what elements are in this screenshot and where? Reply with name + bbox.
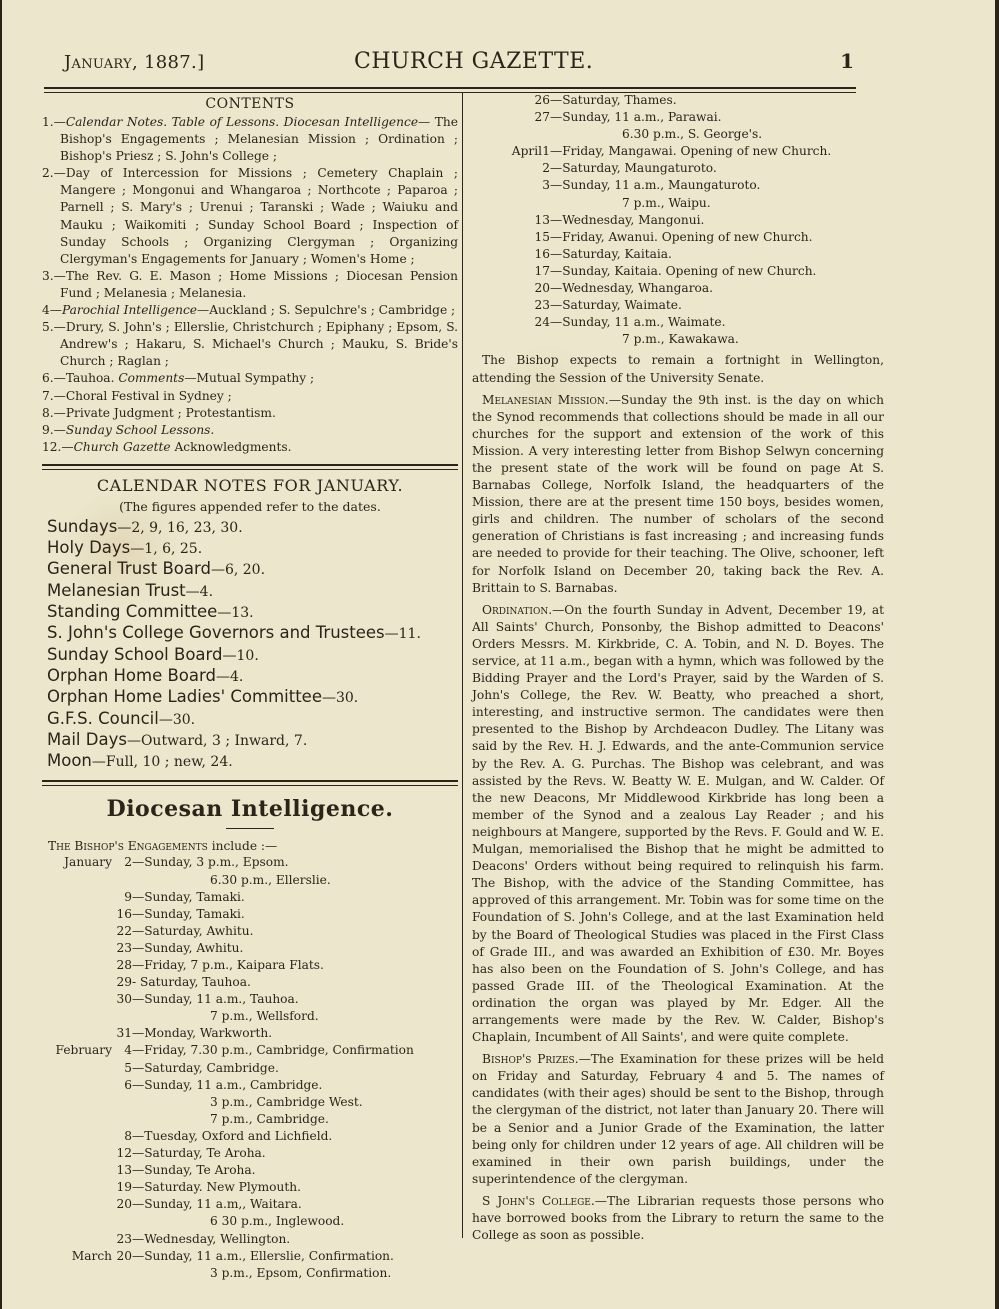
calendar-item bbox=[42, 517, 458, 538]
engagement-text: —Sunday, Awhitu. bbox=[132, 940, 244, 955]
contents-item-text: Private Judgment ; Protestantism. bbox=[65, 405, 276, 420]
calendar-item-label: Standing Committee bbox=[47, 602, 218, 622]
engagement-day: 20 bbox=[116, 1197, 132, 1212]
engagement-row bbox=[42, 1145, 458, 1162]
engagement-row bbox=[472, 92, 884, 109]
engagement-row bbox=[42, 1162, 458, 1179]
engagement-day: 16 bbox=[116, 906, 132, 921]
article-body: —The Librarian requests those persons who have borrowed books from the Library to return the same to the College as soon as possible. bbox=[472, 1193, 884, 1243]
engagement-text: 7 p.m., Kawakawa. bbox=[622, 332, 739, 347]
calendar-item-value: —Outward, 3 ; Inward, 7. bbox=[126, 732, 308, 749]
contents-item-italic: Parochial Intelligence— bbox=[61, 303, 210, 318]
engagement-day: 15 bbox=[534, 229, 550, 244]
engagement-text: —Sunday, 11 a.m., Waimate. bbox=[550, 315, 726, 330]
engagement-text: —Saturday, Te Aroha. bbox=[132, 1146, 266, 1161]
contents-item-number: 4— bbox=[42, 303, 62, 318]
engagement-text: —Friday, Mangawai. Opening of new Church. bbox=[550, 144, 832, 159]
contents-item bbox=[42, 268, 458, 302]
contents-item-number: 6.— bbox=[42, 371, 66, 386]
engagement-day: 12 bbox=[116, 1146, 132, 1161]
engagement-row bbox=[472, 229, 884, 246]
engagement-day: 27 bbox=[534, 110, 550, 125]
contents-item bbox=[42, 405, 458, 422]
engagement-text: —Sunday, Tamaki. bbox=[132, 889, 245, 904]
calendar-item-label: Holy Days bbox=[47, 538, 131, 558]
calendar-item-value: —4. bbox=[185, 583, 214, 600]
contents-item-italic: Church Gazette bbox=[73, 439, 171, 454]
calendar-item bbox=[42, 730, 458, 751]
engagement-row bbox=[42, 1213, 458, 1230]
header-date: January, 1887.] bbox=[64, 52, 205, 73]
engagement-row bbox=[42, 889, 458, 906]
engagement-text: —Saturday. New Plymouth. bbox=[132, 1180, 301, 1195]
engagement-text: —Sunday, Kaitaia. Opening of new Church. bbox=[550, 263, 817, 278]
calendar-item bbox=[42, 709, 458, 730]
calendar-item-value: —2, 9, 16, 23, 30. bbox=[117, 519, 243, 536]
engagement-row bbox=[42, 1196, 458, 1213]
article-body: —The Examination for these prizes will be held on Friday and Saturday, February 4 and 5. The names of candidates (with their ages) should be sent to the Bishop, through the clergyman of the district, not later than January 20. There will be a Senior and a Junior Grade of the Examination, the latter being only for children under 12 years of age. All children will be examined in their own parish buildings, under the superintendence of the clergyman. bbox=[472, 1052, 884, 1186]
engagement-day: 16 bbox=[534, 246, 550, 261]
calendar-item-label: Mail Days bbox=[47, 729, 127, 749]
calendar-item bbox=[42, 751, 458, 772]
engagement-day: 5 bbox=[124, 1060, 132, 1075]
engagement-text: 3 p.m., Cambridge West. bbox=[210, 1094, 363, 1109]
engagements-intro-text: include :— bbox=[207, 839, 278, 854]
contents-item-text: The Rev. G. E. Mason ; Home Missions ; Diocesan Pension Fund ; Melanesia ; Melanesia. bbox=[60, 268, 458, 300]
engagement-text: —Monday, Warkworth. bbox=[132, 1026, 273, 1041]
calendar-item-value: —13. bbox=[217, 605, 254, 622]
contents-item bbox=[42, 114, 458, 165]
contents-item-text: Drury, S. John's ; Ellerslie, Christchurch ; Epiphany ; Epsom, S. Andrew's ; Hakaru, S. Michael's Church ; Mauku, S. Bride's Church ; Raglan ; bbox=[60, 320, 458, 369]
section-rule bbox=[42, 780, 458, 786]
contents-item bbox=[42, 370, 458, 387]
contents-item-text: Choral Festival in Sydney ; bbox=[65, 388, 232, 403]
engagement-month: April bbox=[511, 144, 542, 159]
engagement-text: —Sunday, 11 a.m,, Waitara. bbox=[132, 1197, 302, 1212]
article-heading: Bishop's Prizes. bbox=[482, 1052, 579, 1067]
engagement-day: 13 bbox=[534, 212, 550, 227]
engagement-row bbox=[472, 246, 884, 263]
calendar-item-label: Orphan Home Ladies' Committee bbox=[47, 687, 322, 707]
calendar-subheading: (The figures appended refer to the dates. bbox=[119, 498, 381, 514]
contents-item-text: Mutual Sympathy ; bbox=[196, 371, 315, 386]
contents-item-number: 9.— bbox=[42, 422, 66, 437]
engagement-row bbox=[42, 957, 458, 974]
calendar-item bbox=[42, 666, 458, 687]
column-divider bbox=[462, 92, 463, 1238]
page-header bbox=[64, 49, 854, 84]
engagement-row bbox=[472, 126, 884, 143]
engagement-text: —Saturday, Cambridge. bbox=[132, 1060, 279, 1075]
engagement-day: 22 bbox=[116, 923, 132, 938]
engagement-row bbox=[42, 1008, 458, 1025]
engagement-text: —Sunday, 11 a.m., Tauhoa. bbox=[132, 992, 299, 1007]
calendar-item bbox=[42, 645, 458, 666]
engagement-text: —Tuesday, Oxford and Lichfield. bbox=[132, 1128, 333, 1143]
calendar-item-value: —1, 6, 25. bbox=[130, 541, 203, 558]
engagement-text: 7 p.m., Wellsford. bbox=[210, 1009, 319, 1024]
engagement-day: 31 bbox=[116, 1026, 132, 1041]
calendar-item-label: Sundays bbox=[47, 516, 118, 536]
calendar-list bbox=[42, 517, 458, 773]
calendar-item-label: Orphan Home Board bbox=[47, 665, 216, 685]
engagement-day: 20 bbox=[116, 1248, 132, 1263]
contents-item bbox=[42, 319, 458, 370]
calendar-item-label: G.F.S. Council bbox=[47, 708, 159, 728]
engagement-text: —Saturday, Kaitaia. bbox=[550, 246, 672, 261]
contents-item-italic: Comments— bbox=[118, 371, 197, 386]
contents-item-number: 2.— bbox=[42, 166, 66, 181]
engagement-text: —Wednesday, Whangaroa. bbox=[550, 281, 713, 296]
engagement-row bbox=[42, 1042, 458, 1059]
engagement-text: —Saturday, Thames. bbox=[550, 93, 677, 107]
calendar-item bbox=[42, 602, 458, 623]
calendar-item bbox=[42, 623, 458, 644]
engagement-row bbox=[472, 195, 884, 212]
engagement-text: —Sunday, 11 a.m., Maungaturoto. bbox=[550, 178, 761, 193]
engagement-day: 26 bbox=[534, 93, 550, 107]
contents-item-text: The Bishop's Engagements ; Melanesian Mission ; Ordination ; Bishop's Priesz ; S. John's College ; bbox=[60, 115, 458, 164]
calendar-item-value: —6, 20. bbox=[210, 562, 266, 579]
engagement-row bbox=[472, 331, 884, 348]
article-heading: Melanesian Mission. bbox=[482, 392, 609, 407]
engagement-text: —Sunday, 11 a.m., Cambridge. bbox=[132, 1077, 323, 1092]
engagement-day: 19 bbox=[116, 1180, 132, 1195]
calendar-item bbox=[42, 559, 458, 580]
engagements-intro bbox=[42, 839, 458, 853]
engagement-row bbox=[42, 1094, 458, 1111]
engagement-day: 28 bbox=[116, 958, 132, 972]
contents-item bbox=[42, 439, 458, 456]
engagement-day: 4 bbox=[124, 1043, 132, 1058]
article-st-johns-college bbox=[472, 1193, 884, 1244]
heading-underline bbox=[226, 828, 274, 829]
header-title: CHURCH GAZETTE. bbox=[354, 49, 594, 74]
engagement-row bbox=[42, 906, 458, 923]
contents-item-number: 1.— bbox=[42, 115, 66, 129]
engagement-text: —Wednesday, Wellington. bbox=[132, 1231, 291, 1246]
engagement-text: 6.30 p.m., S. George's. bbox=[622, 127, 763, 142]
calendar-item-value: —30. bbox=[321, 690, 359, 707]
engagement-day: 13 bbox=[116, 1163, 132, 1178]
engagement-text: —Sunday, 11 a.m., Parawai. bbox=[550, 110, 722, 125]
calendar-item bbox=[42, 687, 458, 708]
engagement-text: 7 p.m., Cambridge. bbox=[210, 1111, 329, 1126]
engagement-row bbox=[42, 991, 458, 1008]
engagement-day: 9 bbox=[124, 889, 132, 904]
contents-item bbox=[42, 165, 458, 268]
engagement-text: —Sunday, Te Aroha. bbox=[132, 1163, 256, 1178]
engagements-list bbox=[42, 854, 458, 1281]
engagement-row bbox=[472, 263, 884, 280]
article-heading: S John's College. bbox=[482, 1193, 595, 1208]
article-bishops-prizes bbox=[472, 1051, 884, 1188]
contents-item-number: 3.— bbox=[42, 268, 66, 283]
engagement-row bbox=[472, 160, 884, 177]
engagement-row bbox=[42, 1077, 458, 1094]
article-body: —Sunday the 9th inst. is the day on which the Synod recommends that collections should be made in all our churches for the support and extension of the work of this Mission. A very interesting letter from Bishop Selwyn concerning the present state of the work will be found on page At S. Barnabas College, Norfolk Island, the headquarters of the Mission, there are at the present time 150 boys, besides women, girls and children. The number of scholars of the second generation of Christians is fast increasing ; and increasing funds are needed to provide for their teaching. The Olive, schooner, left for Norfolk Island on December 20, taking back the Rev. A. Brittain to S. Barnabas. bbox=[472, 392, 884, 595]
contents-item-number: 7.— bbox=[42, 388, 66, 403]
engagement-day: 30 bbox=[116, 992, 132, 1007]
contents-item-text: Auckland ; S. Sepulchre's ; Cambridge ; bbox=[209, 303, 456, 318]
calendar-item-value: —10. bbox=[222, 647, 259, 664]
calendar-item-label: Melanesian Trust bbox=[47, 580, 186, 600]
article-heading: Ordination. bbox=[482, 602, 553, 617]
engagement-day: 24 bbox=[534, 315, 550, 330]
engagement-row bbox=[472, 297, 884, 314]
contents-item-text: Acknowledgments. bbox=[170, 439, 292, 454]
contents-item bbox=[42, 422, 458, 439]
engagement-row bbox=[472, 314, 884, 331]
calendar-item-label: S. John's College Governors and Trustees bbox=[47, 623, 385, 643]
engagement-text: —Wednesday, Mangonui. bbox=[550, 212, 705, 227]
engagement-row bbox=[42, 1265, 458, 1282]
contents-item-number: 12.— bbox=[42, 439, 74, 454]
engagement-row bbox=[472, 143, 884, 160]
right-column bbox=[472, 92, 884, 1249]
calendar-item-value: —4. bbox=[215, 668, 244, 685]
contents-heading: CONTENTS bbox=[205, 96, 295, 112]
engagement-row bbox=[42, 1111, 458, 1128]
article-body: —On the fourth Sunday in Advent, December 19, at All Saints' Church, Ponsonby, the Bishop admitted to Deacons' Orders Messrs. M. Kirkbride, C. A. Tobin, and N. D. Boyes. The service, at 11 a.m., began with a hymn, which was followed by the Bidding Prayer and the Lord's Prayer, said by the Warden of S. John's College, the Rev. W. Beatty, who preached a short, interesting, and instructive sermon. The candidates were then presented to the Bishop by Archdeacon Dudley. The Litany was said by the Rev. H. J. Edwards, and the ante-Communion service by the Rev. A. G. Purchas. The Bishop was celebrant, and was assisted by the Revs. W. Beatty W. E. Mulgan, and W. Calder. Of the new Deacons, Mr Middlewood Kirkbride has long been a member of the Synod and a zealous Lay Reader ; and his neighbours at Mangere, supported by the Revs. F. Gould and W. E. Mulgan, memorialised the Bishop that he might be admitted to Deacons' Orders without being required to relinquish his farm. The Bishop, with the advice of the Standing Committee, has approved of this arrangement. Mr. Tobin was for some time on the Foundation of S. John's College, and at the last Examination held by the Board of Theological Studies was placed in the First Class of Grade III., and was awarded an Exhibition of £30. Mr. Boyes has also been on the Foundation of S. John's College, and has passed Grade III. of the Theological Examination. At the ordination the organ was played by Mr. Edger. All the arrangements were made by the Rev. W. Calder, Bishop's Chaplain, Incumbent of All Saints', and were quite complete. bbox=[472, 602, 884, 1045]
engagement-text: 3 p.m., Epsom, Confirmation. bbox=[210, 1265, 392, 1280]
contents-item-text: Tauhoa. bbox=[65, 371, 119, 386]
engagement-text: 6.30 p.m., Ellerslie. bbox=[210, 872, 331, 887]
left-column bbox=[42, 94, 458, 1282]
engagement-row bbox=[42, 872, 458, 889]
engagement-text: —Sunday, 11 a.m., Ellerslie, Confirmation. bbox=[132, 1248, 394, 1263]
contents-list bbox=[42, 114, 458, 456]
engagement-text: —Friday, 7.30 p.m., Cambridge, Confirmation bbox=[132, 1043, 414, 1058]
article-ordination bbox=[472, 602, 884, 1046]
engagement-row bbox=[42, 1128, 458, 1145]
engagement-row bbox=[42, 1248, 458, 1265]
engagement-day: 3 bbox=[542, 178, 550, 193]
page-number: 1 bbox=[840, 49, 854, 73]
bishop-note: The Bishop expects to remain a fortnight in Wellington, attending the Session of the University Senate. bbox=[472, 353, 884, 385]
engagement-month: March bbox=[71, 1248, 112, 1263]
calendar-item bbox=[42, 581, 458, 602]
engagement-row bbox=[472, 109, 884, 126]
calendar-item-value: —30. bbox=[158, 711, 196, 728]
calendar-item-label: Moon bbox=[47, 751, 92, 771]
calendar-item-label: General Trust Board bbox=[47, 559, 211, 579]
engagement-text: —Saturday, Maungaturoto. bbox=[550, 161, 717, 176]
engagement-text: —Sunday, Tamaki. bbox=[132, 906, 245, 921]
engagement-text: —Saturday, Awhitu. bbox=[132, 923, 254, 938]
contents-item bbox=[42, 302, 458, 319]
engagement-row bbox=[472, 280, 884, 297]
engagement-row bbox=[42, 940, 458, 957]
engagement-row bbox=[42, 1231, 458, 1248]
calendar-item bbox=[42, 538, 458, 559]
contents-item bbox=[42, 388, 458, 405]
contents-item-number: 5.— bbox=[42, 320, 66, 335]
engagement-text: —Saturday, Waimate. bbox=[550, 298, 682, 313]
calendar-item-value: —Full, 10 ; new, 24. bbox=[91, 754, 233, 771]
engagement-day: 6 bbox=[124, 1077, 132, 1092]
engagement-month: February bbox=[55, 1043, 112, 1058]
contents-item-italic: Sunday School Lessons. bbox=[65, 422, 215, 437]
contents-item-text: Day of Intercession for Missions ; Cemetery Chaplain ; Mangere ; Mongonui and Whangaroa ; Northcote ; Paparoa ; Parnell ; S. Mary's ; Urenui ; Taranski ; Wade ; Waiuku and Mauku ; Waikomiti ; Sunday School Board ; Inspection of Sunday Schools ; Organizing Clergyman ; Organizing Clergyman's Engagements for January ; Women's Home ; bbox=[60, 166, 458, 266]
engagement-text: - Saturday, Tauhoa. bbox=[132, 975, 251, 990]
engagement-day: 17 bbox=[534, 263, 550, 278]
engagement-text: —Friday, Awanui. Opening of new Church. bbox=[550, 229, 813, 244]
engagement-day: 23 bbox=[534, 298, 550, 313]
section-rule bbox=[42, 464, 458, 470]
engagements-intro-label: The Bishop's Engagements bbox=[48, 839, 208, 854]
engagement-row bbox=[42, 923, 458, 940]
engagement-day: 2 bbox=[542, 161, 550, 176]
engagement-day: 29 bbox=[116, 975, 132, 990]
diocesan-heading: Diocesan Intelligence. bbox=[106, 796, 394, 823]
engagement-row bbox=[472, 212, 884, 229]
engagement-row bbox=[472, 177, 884, 194]
newspaper-page bbox=[2, 0, 995, 1309]
calendar-heading: CALENDAR NOTES FOR JANUARY. bbox=[96, 475, 404, 495]
engagement-day: 2 bbox=[124, 855, 132, 870]
engagement-text: 7 p.m., Waipu. bbox=[622, 195, 711, 210]
engagement-row bbox=[42, 1025, 458, 1042]
calendar-item-value: —11. bbox=[384, 626, 421, 643]
engagement-row bbox=[42, 1060, 458, 1077]
engagement-day: 23 bbox=[116, 1231, 132, 1246]
engagement-day: 23 bbox=[116, 940, 132, 955]
contents-item-italic: Calendar Notes. Table of Lessons. Diocesan Intelligence— bbox=[65, 115, 431, 129]
engagement-month: January bbox=[64, 855, 112, 870]
engagement-text: —Sunday, 3 p.m., Epsom. bbox=[132, 855, 289, 870]
engagements-list-continued bbox=[472, 92, 884, 348]
contents-item-number: 8.— bbox=[42, 405, 66, 420]
engagement-text: 6 30 p.m., Inglewood. bbox=[210, 1214, 345, 1229]
engagement-text: —Friday, 7 p.m., Kaipara Flats. bbox=[132, 958, 324, 972]
engagement-row bbox=[42, 1179, 458, 1196]
engagement-day: 1 bbox=[542, 144, 550, 159]
article-melanesian-mission bbox=[472, 392, 884, 597]
engagement-day: 8 bbox=[124, 1128, 132, 1143]
engagement-row bbox=[42, 854, 458, 871]
engagement-row bbox=[42, 974, 458, 991]
calendar-item-label: Sunday School Board bbox=[47, 644, 223, 664]
engagement-day: 20 bbox=[534, 281, 550, 296]
